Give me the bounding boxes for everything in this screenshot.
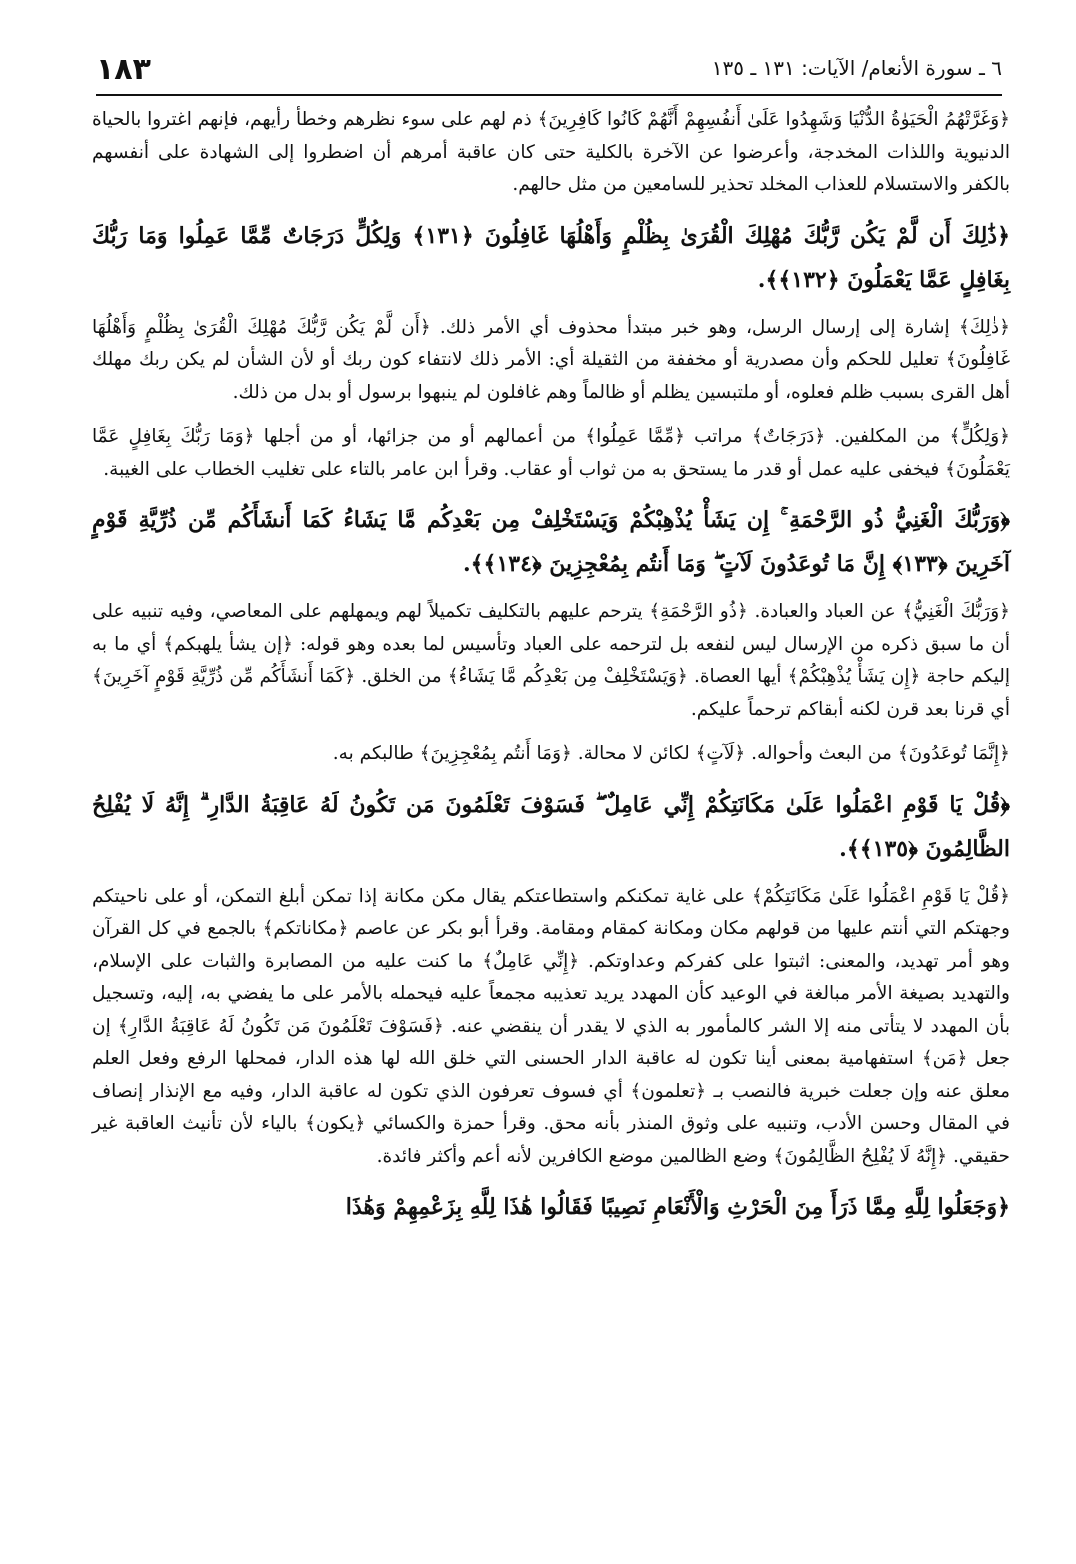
page-number: ١٨٣ bbox=[96, 52, 151, 87]
page-body bbox=[92, 104, 1010, 1239]
quran-verse: ﴿قُلْ يَا قَوْمِ اعْمَلُوا عَلَىٰ مَكَانَتِكُمْ إِنِّي عَامِلٌ ۖ فَسَوْفَ تَعْلَمُونَ مَن تَكُونُ لَهُ عَاقِبَةُ الدَّارِ ۗ إِنَّهُ لَا يُفْلِحُ الظَّالِمُونَ ﴿١٣٥﴾﴾. bbox=[92, 791, 1010, 862]
commentary-paragraph: ﴿ذٰلِكَ﴾ إشارة إلى إرسال الرسل، وهو خبر مبتدأ محذوف أي الأمر ذلك. ﴿أَن لَّمْ يَكُن رَّبُّكَ مُهْلِكَ الْقُرَىٰ بِظُلْمٍ وَأَهْلُهَا غَافِلُونَ﴾ تعليل للحكم وأن مصدرية أو مخففة من الثقيلة أي: الأمر ذلك لانتفاء كون ربك أو لأن الشأن لم يكن ربك مهلك أهل القرى بسبب ظلم فعلوه، أو ملتبسين يظلم أو ظالماً وهم غافلون لم ينبهوا برسول أو بدل من ذلك. bbox=[92, 316, 1010, 403]
running-title: ٦ ـ سورة الأنعام/ الآيات: ١٣١ ـ ١٣٥ bbox=[711, 56, 1002, 80]
commentary-paragraph: ﴿وَرَبُّكَ الْغَنِيُّ﴾ عن العباد والعبادة. ﴿ذُو الرَّحْمَةِ﴾ يترحم عليهم بالتكليف تكميلاً لهم ويمهلهم على المعاصي، وفيه تنبيه على أن ما سبق ذكره من الإرسال ليس لنفعه بل لترحمه على العباد وتأسيس لما بعده وهو قوله: ﴿إن يشأ يلهبكم﴾ أي ما به إليكم حاجة ﴿إِن يَشَأْ يُذْهِبْكُمْ﴾ أيها العصاة. ﴿وَيَسْتَخْلِفْ مِن بَعْدِكُم مَّا يَشَاءُ﴾ من الخلق. ﴿كَمَا أَنشَأَكُم مِّن ذُرِّيَّةِ قَوْمٍ آخَرِينَ﴾ أي قرنا بعد قرن لكنه أبقاكم ترحماً عليكم. bbox=[92, 601, 1010, 720]
quran-verse: ﴿وَرَبُّكَ الْغَنِيُّ ذُو الرَّحْمَةِ ۚ إِن يَشَأْ يُذْهِبْكُمْ وَيَسْتَخْلِفْ مِن بَعْدِكُم مَّا يَشَاءُ كَمَا أَنشَأَكُم مِّن ذُرِّيَّةِ قَوْمٍ آخَرِينَ ﴿١٣٣﴾ إِنَّ مَا تُوعَدُونَ لَآتٍ ۖ وَمَا أَنتُم بِمُعْجِزِينَ ﴿١٣٤﴾﴾. bbox=[92, 507, 1010, 577]
commentary-paragraph: ﴿إِنَّمَا تُوعَدُونَ﴾ من البعث وأحواله. ﴿لَآتٍ﴾ لكائن لا محالة. ﴿وَمَا أَنتُم بِمُعْجِزِينَ﴾ طالبكم به. bbox=[332, 743, 1010, 764]
page-header bbox=[96, 52, 1002, 96]
commentary-paragraph: ﴿وَلِكُلٍّ﴾ من المكلفين. ﴿دَرَجَاتٌ﴾ مراتب ﴿مِّمَّا عَمِلُوا﴾ من أعمالهم أو من جزائها، أو من أجلها ﴿وَمَا رَبُّكَ بِغَافِلٍ عَمَّا يَعْمَلُونَ﴾ فيخفى عليه عمل أو قدر ما يستحق به من ثواب أو عقاب. وقرأ ابن عامر بالتاء على تغليب الخطاب على الغيبة. bbox=[92, 426, 1010, 480]
quran-verse: ﴿وَجَعَلُوا لِلَّهِ مِمَّا ذَرَأَ مِنَ الْحَرْثِ وَالْأَنْعَامِ نَصِيبًا فَقَالُوا هَٰذَا لِلَّهِ بِزَعْمِهِمْ وَهَٰذَا bbox=[345, 1194, 1010, 1220]
commentary-paragraph: ﴿قُلْ يَا قَوْمِ اعْمَلُوا عَلَىٰ مَكَانَتِكُمْ﴾ على غاية تمكنكم واستطاعتكم يقال مكن مكانة إذا تمكن أبلغ التمكن، أو على ناحيتكم وجهتكم التي أنتم عليها من قولهم مكان ومكانة كمقام ومقامة. وقرأ أبو بكر عن عاصم ﴿مكاناتكم﴾ بالجمع في كل القرآن وهو أمر تهديد، والمعنى: اثبتوا على كفركم وعداوتكم. ﴿إِنِّي عَامِلٌ﴾ ما كنت عليه من المصابرة والثبات على الإسلام، والتهديد بصيغة الأمر مبالغة في الوعيد كأن المهدد يريد تعذيبه مجمعاً عليه فيحمله بالأمر على ما يفضي به، إليه، وتسجيل بأن المهدد لا يتأتى منه إلا الشر كالمأمور به الذي لا يقدر أن ينقضي عنه. ﴿فَسَوْفَ تَعْلَمُونَ مَن تَكُونُ لَهُ عَاقِبَةُ الدَّارِ﴾ إن جعل ﴿مَن﴾ استفهامية بمعنى أينا تكون له عاقبة الدار الحسنى التي خلق الله لها هذه الدار، فمحلها الرفع وفعل العلم معلق عنه وإن جعلت خبرية فالنصب بـ ﴿تعلمون﴾ أي فسوف تعرفون الذي تكون له عاقبة الدار، وفيه مع الإنذار إنصاف في المقال وحسن الأدب، وتنبيه على وثوق المنذر بأنه محق. وقرأ حمزة والكسائي ﴿يكون﴾ بالياء لأن تأنيث العاقبة غير حقيقي. ﴿إِنَّهُ لَا يُفْلِحُ الظَّالِمُونَ﴾ وضع الظالمين موضع الكافرين لأنه أعم وأكثر فائدة. bbox=[92, 885, 1010, 1167]
commentary-paragraph: ﴿وَغَرَّتْهُمُ الْحَيَوٰةُ الدُّنْيَا وَشَهِدُوا عَلَىٰ أَنفُسِهِمْ أَنَّهُمْ كَانُوا كَافِرِينَ﴾ ذم لهم على سوء نظرهم وخطأ رأيهم، فإنهم اغتروا بالحياة الدنيوية واللذات المخدجة، وأعرضوا عن الآخرة بالكلية حتى كان عاقبة أمرهم أن اضطروا إلى الشهادة على أنفسهم بالكفر والاستسلام للعذاب المخلد تحذير للسامعين من مثل حالهم. bbox=[92, 109, 1010, 195]
quran-verse: ﴿ذَٰلِكَ أَن لَّمْ يَكُن رَّبُّكَ مُهْلِكَ الْقُرَىٰ بِظُلْمٍ وَأَهْلُهَا غَافِلُونَ ﴿١٣١﴾ وَلِكُلٍّ دَرَجَاتٌ مِّمَّا عَمِلُوا وَمَا رَبُّكَ بِغَافِلٍ عَمَّا يَعْمَلُونَ ﴿١٣٢﴾﴾. bbox=[92, 222, 1010, 293]
